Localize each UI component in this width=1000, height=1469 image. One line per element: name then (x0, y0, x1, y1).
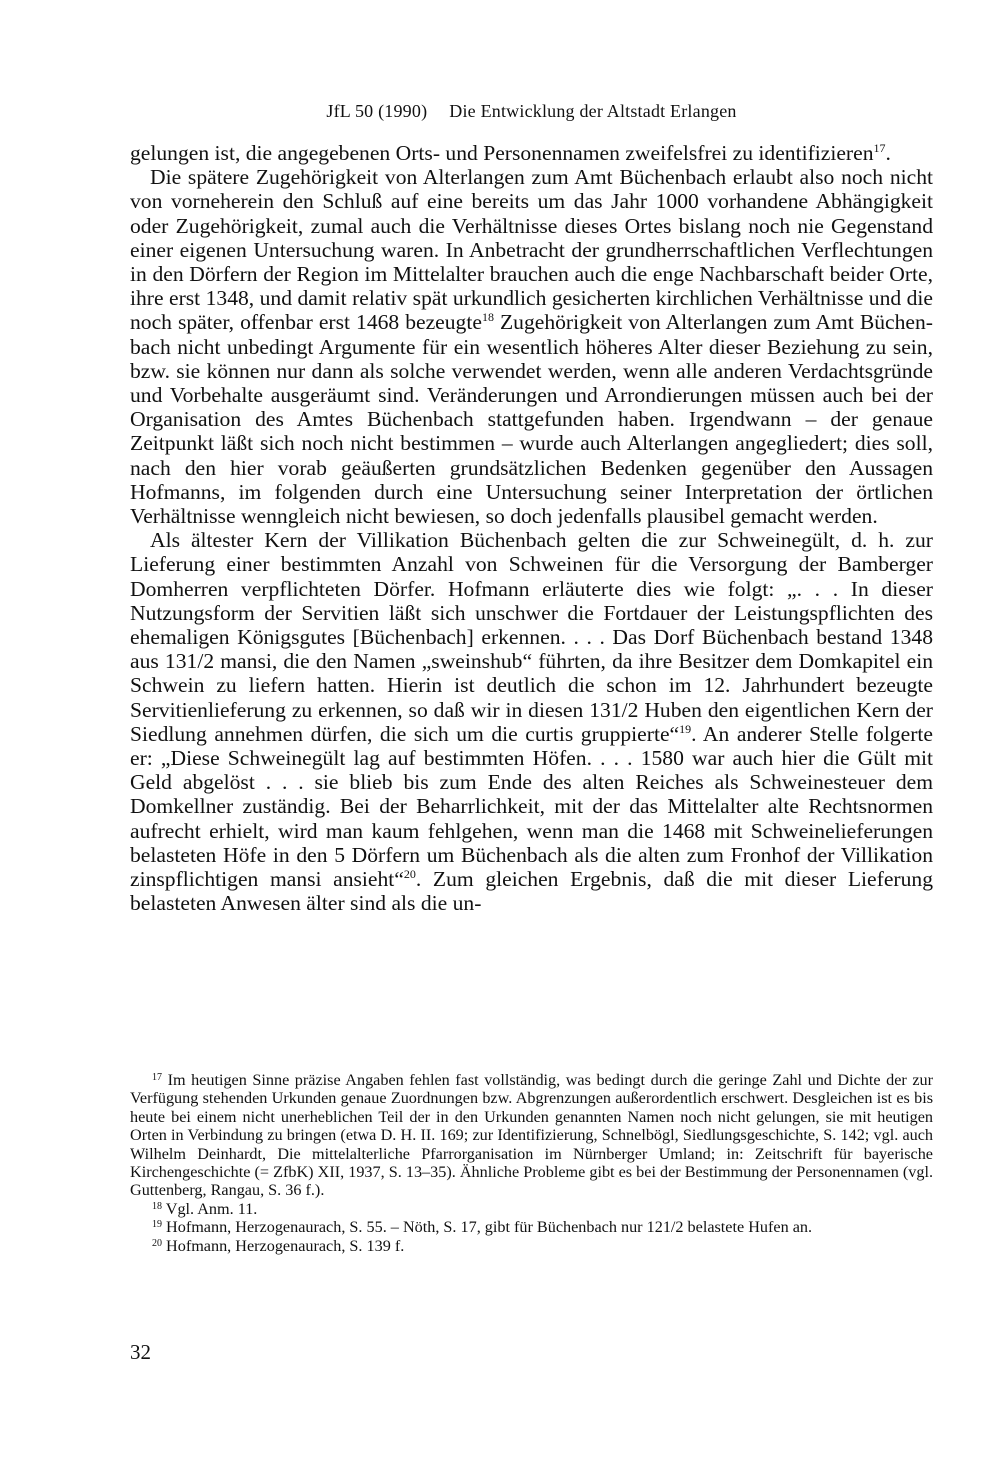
footnote-text: belastete Hufen an. (683, 1218, 813, 1237)
document-page (130, 0, 933, 1469)
footnote-ref-19: 19 (679, 721, 692, 736)
footnote-17 (130, 1071, 933, 1200)
paragraph-text: Als ältester Kern der Villikation Büchenbach gelten die zur Schweinegült, d. h. zur Lieferung einer bestimmten Anzahl von Schweinen für die Versorgung der Bamberger Domherren verpflichteten Dörfer. Hofmann erläuterte dies wie folgt: „. . . In dieser Nutzungsform der Servitien läßt sich unschwer die Fortdauer der Leistungspflichten des ehemaligen Königsgutes [Büchenbach] erkennen. . . . Das Dorf Büchenbach bestand 1348 aus 13 (130, 528, 933, 674)
footnote-20 (130, 1237, 933, 1255)
footnote-ref-18: 18 (481, 310, 494, 325)
fraction: 1/2 (662, 1218, 684, 1237)
footnote-text: Hofmann, Herzogenaurach, S. 139 f. (166, 1236, 405, 1255)
fraction: 1/2 (610, 697, 639, 722)
running-head (130, 101, 933, 122)
footnote-ref-20: 20 (403, 867, 416, 882)
fraction: 1/2 (186, 649, 215, 674)
paragraph-text: . Zum gleichen Ergebnis, daß die mit dieser Lieferung belasteten Anwesen älter sind als die un- (130, 867, 933, 916)
paragraph-text: mansi, die den Namen „sweinshub“ führten, da ihre Besitzer dem Domkapitel ein Schwein zu liefern hatten. Hierin ist deutlich die schon im 12. Jahrhundert bezeugte Servitienlieferung zu erkennen, so daß wir in diesen 13 (130, 649, 934, 722)
footnote-text: Hofmann, Herzogenaurach, S. 55. – Nöth, S. 17, gibt für Büchenbach nur 12 (166, 1218, 663, 1237)
paragraph-text: . An anderer Stelle folgerte er: „Diese Schweinegült lag auf bestimmten Höfen. . . . 1580 war auch hier die Gült mit Geld abgelöst . . . sie blieb bis zum Ende des alten Reiches als Schweinesteuer dem Domkellner zuständig. Bei der Beharrlichkeit, mit der das Mittelalter alte Rechtsnormen aufrecht erhielt, wird man kaum fehlgehen, wenn man die 1468 mit Schweinelieferungen belasteten Höfe in den 5 Dörfern um Büchenbach als die alten zum Fronhof der Villikation zinspflichtigen mansi ansieht“ (130, 721, 933, 892)
paragraph-text: Zugehörigkeit von Alterlangen zum Amt Büchenbach nicht unbedingt Argumente für ein wesentlich höheres Alter dieser Beziehung zu sein, bzw. sie können nur dann als solche verwendet werden, wenn alle anderen Verdachtsgründe und Vorbehalte ausgeräumt sind. Veränderungen und Arrondierungen müssen auch bei der Organisation des Amtes Büchenbach stattgefunden haben. Irgendwann – der genaue Zeitpunkt läßt sich noch nicht bestimmen – wurde auch Alterlangen angegliedert; dies soll, nach den hier vorab geäußerten grundsätzlichen Bedenken gegenüber den Aussagen Hofmanns, im folgenden durch eine Untersuchung seiner Interpretation der örtlichen Verhältnisse wenngleich nicht bewiesen, so doch jedenfalls plausibel gemacht werden. (130, 310, 933, 529)
journal-reference: JfL 50 (1990) (326, 101, 428, 121)
footnote-number: 19 (152, 1219, 162, 1231)
main-text (130, 141, 933, 916)
footnote-number: 17 (152, 1072, 162, 1083)
footnote-19 (130, 1218, 933, 1236)
footnote-number: 18 (152, 1200, 162, 1212)
paragraph-2 (130, 165, 933, 528)
paragraph-text: . (885, 141, 891, 165)
footnotes (130, 1071, 933, 1255)
paragraph-1 (130, 141, 933, 165)
page-number: 32 (130, 1340, 151, 1364)
footnote-18 (130, 1200, 933, 1218)
paragraph-text: Die spätere Zugehörigkeit von Alterlangen zum Amt Büchenbach erlaubt also noch nicht von vorneherein den Schluß auf eine bereits um das Jahr 1000 vorhandene Abhängigkeit oder Zugehörigkeit, zumal auch die Verhältnisse dieses Ortes bislang noch nie Gegenstand einer eigenen Untersuchung waren. In Anbetracht der grundherrschaftlichen Verflechtungen in den Dörfern der Region im Mittelalter brauchen auch die enge Nachbarschaft beider Orte, ihre erst 1348, und damit relativ spät urkundlich gesicherten kirchlichen Verhältnisse und die noch später, offenbar erst 1468 bezeugte (130, 165, 933, 335)
footnote-ref-17: 17 (873, 141, 886, 155)
paragraph-text: Huben den eigentlichen Kern der Siedlung annehmen dürfen, die sich um die curtis gruppierte“ (130, 697, 933, 746)
footnote-text: Im heutigen Sinne präzise Angaben fehlen fast vollständig, was bedingt durch die geringe Zahl und Dichte der zur Verfügung stehenden Urkunden genaue Zuordnungen bzw. Abgrenzungen außerordentlich erschwert. Desgleichen ist es bis heute bei einem nicht unerheblichen Teil der in den Urkunden genannten Namen noch nicht gelungen, sie mit heutigen Orten in Verbindung zu bringen (etwa D. H. II. 169; zur Identifizierung, Schnelbögl, Siedlungsgeschichte, S. 142; vgl. auch Wilhelm Deinhardt, Die mittelalterliche Pfarrorganisation im Nürnberger Umland; in: Zeitschrift für bayerische Kirchengeschichte (= ZfbK) XII, 1937, S. 13–35). Ähnliche Probleme gibt es bei der Bestimmung der Personennamen (vgl. Guttenberg, Rangau, S. 36 f.). (130, 1071, 934, 1200)
footnote-number: 20 (152, 1237, 162, 1249)
paragraph-3 (130, 528, 933, 915)
article-title: Die Entwicklung der Altstadt Erlangen (449, 101, 737, 121)
paragraph-text: gelungen ist, die angegebenen Orts- und Personennamen zweifelsfrei zu identifizieren (130, 141, 874, 165)
footnote-text: Vgl. Anm. 11. (165, 1199, 258, 1218)
